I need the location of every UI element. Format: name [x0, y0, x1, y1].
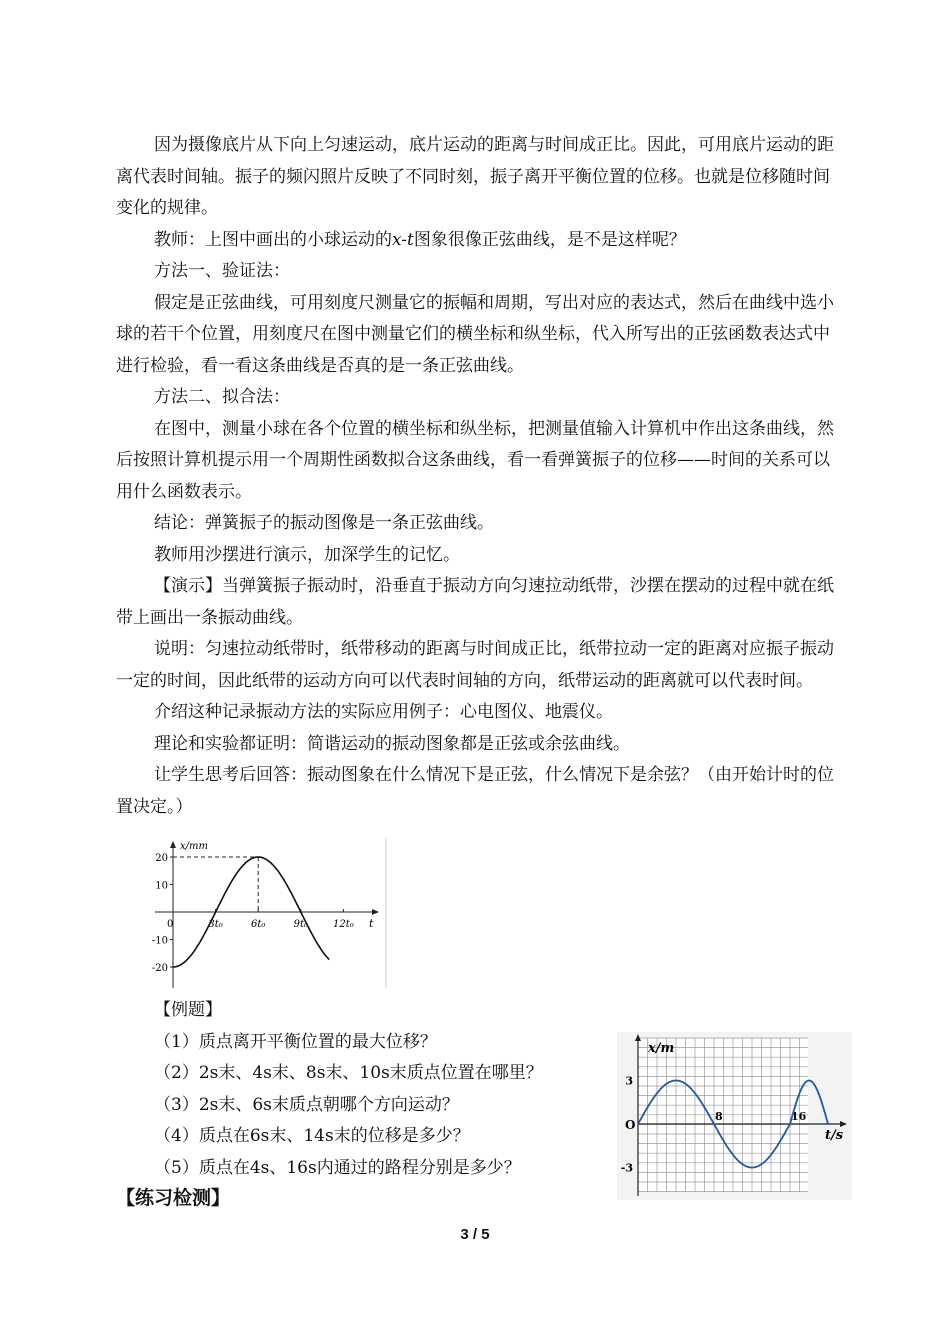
y-tick-label: -3 [620, 1161, 633, 1175]
x-tick-label: 16 [791, 1110, 807, 1123]
paragraph: 介绍这种记录振动方法的实际应用例子：心电图仪、地震仪。 [154, 702, 613, 722]
body-text [116, 130, 836, 823]
question: （5）质点在4s、16s内通过的路程分别是多少？ [154, 1157, 521, 1178]
example-section [116, 995, 616, 1184]
x-tick-label: 6t₀ [251, 919, 266, 930]
paragraph: 教师：上图中画出的小球运动的x-t图象很像正弦曲线，是不是这样呢？ [154, 229, 686, 250]
paragraph: 让学生思考后回答：振动图象在什么情况下是正弦，什么情况下是余弦？（由开始计时的位置决定。） [116, 765, 834, 817]
y-tick-label: 3 [625, 1074, 633, 1088]
paragraph: 在图中，测量小球在各个位置的横坐标和纵坐标，把测量值输入计算机中作出这条曲线，然后按照计算机提示用一个周期性函数拟合这条曲线，看一看弹簧振子的位移——时间的关系可以用什么函数表示。 [116, 418, 834, 502]
origin-label: O [625, 1118, 636, 1132]
y-tick-label: -10 [151, 935, 168, 947]
y-axis-label: x/m [648, 1041, 675, 1056]
paragraph: 教师用沙摆进行演示，加深学生的记忆。 [154, 544, 460, 565]
question: （1）质点离开平衡位置的最大位移？ [154, 1031, 437, 1052]
section-title: 【练习检测】 [116, 1187, 231, 1209]
example-title: 【例题】 [154, 1000, 222, 1020]
displacement-time-graph-2 [617, 1032, 852, 1200]
x-tick-label: 9t₀ [293, 919, 308, 930]
paragraph: 方法二、拟合法： [154, 387, 290, 407]
question: （4）质点在6s末、14s末的位移是多少？ [154, 1126, 470, 1146]
paragraph: 理论和实验都证明：简谐运动的振动图象都是正弦或余弦曲线。 [154, 733, 630, 754]
paragraph: 说明：匀速拉动纸带时，纸带移动的距离与时间成正比，纸带拉动一定的距离对应振子振动一定的时间，因此纸带的运动方向可以代表时间轴的方向，纸带运动的距离就可以代表时间。 [116, 639, 834, 691]
paragraph: 假定是正弦曲线，可用刻度尺测量它的振幅和周期，写出对应的表达式，然后在曲线中选小球的若干个位置，用刻度尺在图中测量它们的横坐标和纵坐标，代入所写出的正弦函数表达式中进行检验，看一看这条曲线是否真的是一条正弦曲线。 [116, 292, 834, 376]
x-tick-label: 3t₀ [208, 919, 223, 930]
y-tick-label: 20 [155, 853, 168, 864]
paragraph: 【演示】当弹簧振子振动时，沿垂直于振动方向匀速拉动纸带，沙摆在摆动的过程中就在纸带上画出一条振动曲线。 [116, 576, 834, 628]
displacement-time-graph-1 [143, 838, 388, 990]
page-number: 3 / 5 [460, 1226, 490, 1243]
origin-label: 0 [167, 919, 174, 930]
x-tick-label: 12t₀ [333, 919, 354, 930]
x-tick-label: 8 [715, 1110, 723, 1123]
paragraph: 因为摄像底片从下向上匀速运动，底片运动的距离与时间成正比。因此，可用底片运动的距离代表时间轴。振子的频闪照片反映了不同时刻，振子离开平衡位置的位移。也就是位移随时间变化的规律。 [116, 135, 834, 218]
paragraph: 结论：弹簧振子的振动图像是一条正弦曲线。 [154, 513, 494, 533]
x-axis-label: t/s [825, 1128, 844, 1143]
y-tick-label: 10 [155, 880, 168, 892]
y-tick-label: -20 [151, 963, 168, 974]
y-axis-label: x/mm [180, 841, 208, 852]
question: （3）2s末、6s末质点朝哪个方向运动？ [154, 1094, 459, 1115]
question: （2）2s末、4s末、8s末、10s末质点位置在哪里？ [154, 1063, 543, 1083]
paragraph: 方法一、验证法： [154, 261, 290, 281]
x-axis-label: t [369, 917, 374, 930]
